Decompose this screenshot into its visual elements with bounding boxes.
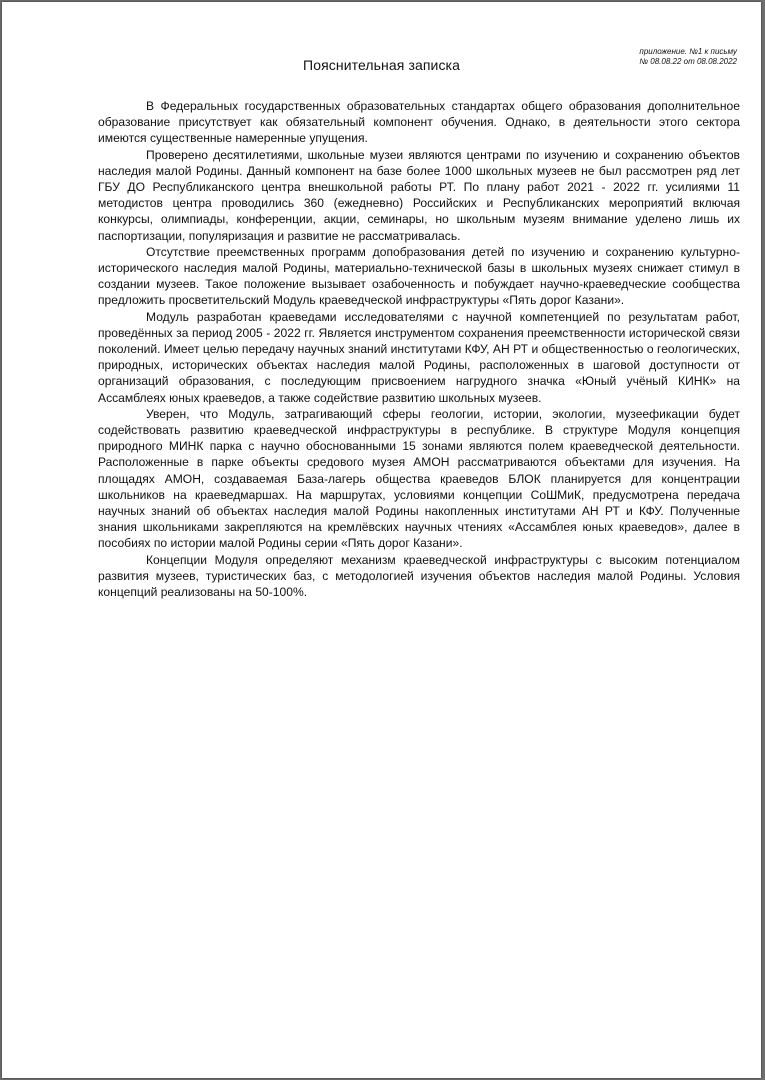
paragraph-5: Уверен, что Модуль, затрагивающий сферы геологии, истории, экологии, музеефикации будет содействовать развитию краеведческой инфраструктуры в республике. В структуре Модуля концепция природного МИНК парка с научно обоснованными 15 зонами являются полем краеведческой деятельности. Расположенные в парке объекты средового музея АМОН рассматриваются объектами для изучения. На площадях АМОН, создаваемая База-лагерь общества краеведов БЛОК планируется для концентрации школьников на краеведмаршах. На маршрутах, условиями концепции СоШМиК, предусмотрена передача научных знаний об объектах наследия малой Родины накопленных институтами АН РТ и КФУ. Полученные знания школьниками закрепляются на кремлёвских научных чтениях «Ассамблея юных краеведов», далее в пособиях по истории малой Родины серии «Пять дорог Казани». bbox=[98, 406, 740, 551]
annex-line-2: № 08.08.22 от 08.08.2022 bbox=[639, 56, 737, 66]
paragraph-6: Концепции Модуля определяют механизм краеведческой инфраструктуры с высоким потенциалом развития музеев, туристических баз, с методологией изучения объектов наследия малой Родины. Условия концепций реализованы на 50-100%. bbox=[98, 552, 740, 600]
document-body bbox=[98, 98, 740, 600]
paragraph-1: В Федеральных государственных образовательных стандартах общего образования дополнительное образование присутствует как обязательный компонент обучения. Однако, в деятельности этого сектора имеются существенные намеренные упущения. bbox=[98, 99, 740, 146]
paragraph-4: Модуль разработан краеведами исследователями с научной компетенцией по результатам работ, проведённых за период 2005 - 2022 гг. Является инструментом сохранения преемственности исторической связи поколений. Имеет целью передачу научных знаний институтами КФУ, АН РТ и общественностью о геологических, природных, исторических объектах наследия малой Родины, расположенных в шаговой доступности от организаций образования, с последующим присвоением нагрудного значка «Юный учёный КИНК» на Ассамблеях юных краеведов, а также содействие развитию школьных музеев. bbox=[98, 309, 740, 405]
document-page bbox=[2, 2, 761, 1078]
paragraph-3: Отсутствие преемственных программ допобразования детей по изучению и сохранению культурно-исторического наследия малой Родины, материально-технической базы в школьных музеях снижает стимул в создании музеев. Такое положение вызывает озабоченность и побуждает научно-краеведческие сообщества предложить просветительский Модуль краеведческой инфраструктуры «Пять дорог Казани». bbox=[98, 244, 740, 308]
paragraph-2: Проверено десятилетиями, школьные музеи являются центрами по изучению и сохранению объектов наследия малой Родины. Данный компонент на базе более 1000 школьных музеев не был рассмотрен ряд лет ГБУ ДО Республиканского центра внешкольной работы РТ. По плану работ 2021 - 2022 гг. усилиями 11 методистов центра проводились 360 (ежедневно) Российских и Республиканских мероприятий включая конкурсы, олимпиады, конференции, акции, семинары, но школьным музеям внимание уделено лишь их паспортизации, популяризация и развитие не рассматривалась. bbox=[98, 147, 740, 243]
document-title: Пояснительная записка bbox=[303, 57, 460, 73]
annex-line-1: приложение. №1 к письму bbox=[639, 47, 737, 56]
